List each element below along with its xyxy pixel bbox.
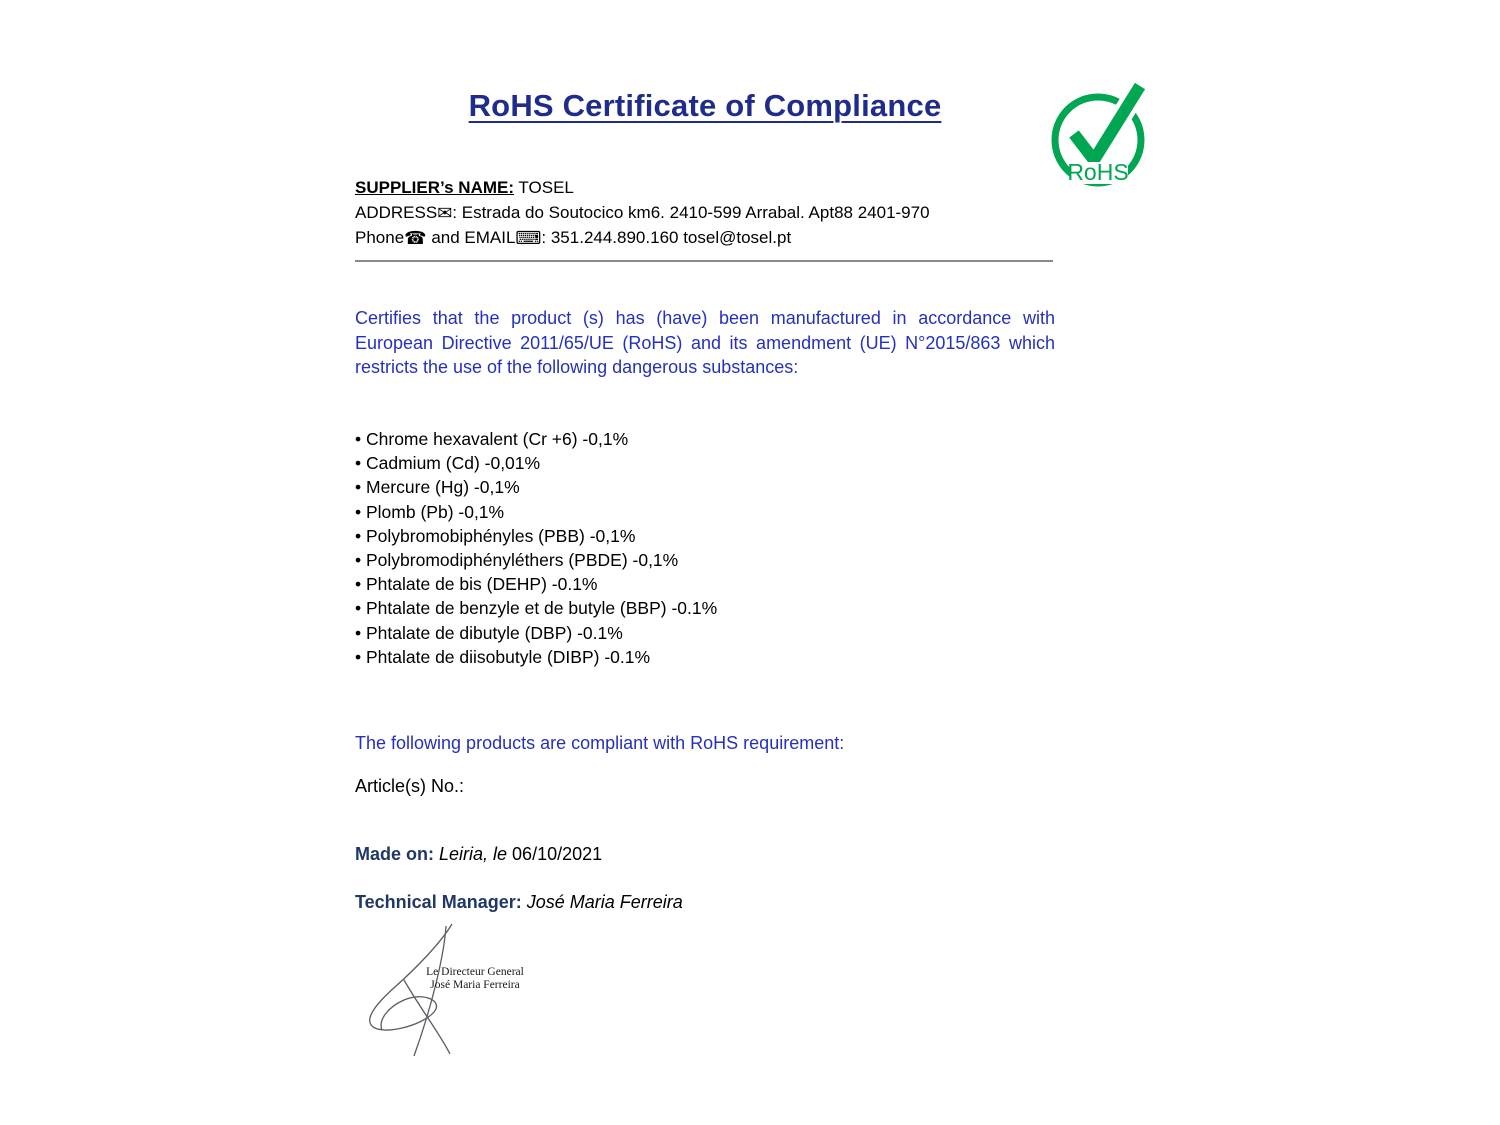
signature-line2: José Maria Ferreira bbox=[430, 979, 520, 991]
article-number-line: Article(s) No.: bbox=[355, 776, 465, 796]
address-label: ADDRESS bbox=[355, 203, 438, 222]
substance-item: • Polybromodiphényléthers (PBDE) -0,1% bbox=[355, 548, 1075, 572]
envelope-icon: ✉ bbox=[437, 203, 453, 223]
substance-item: • Plomb (Pb) -0,1% bbox=[355, 500, 1075, 524]
rohs-logo bbox=[1048, 78, 1152, 190]
substance-item: • Phtalate de dibutyle (DBP) -0.1% bbox=[355, 621, 1075, 645]
certification-paragraph: Certifies that the product (s) has (have) been manufactured in accordance with European Directive 2011/65/UE (RoHS) and its amendment (UE) N°2015/863 which restricts the use of the following dangerous substances: bbox=[355, 308, 1055, 377]
technical-manager-line bbox=[355, 892, 1075, 913]
substance-item: • Cadmium (Cd) -0,01% bbox=[355, 451, 1075, 475]
signature-block bbox=[356, 922, 576, 1062]
substance-item: • Polybromobiphényles (PBB) -0,1% bbox=[355, 524, 1075, 548]
supplier-name-label: SUPPLIER’s NAME: bbox=[355, 178, 515, 197]
signature-scribble bbox=[356, 922, 516, 1062]
made-on-label: Made on: bbox=[355, 844, 434, 864]
rohs-logo-label: RoHS bbox=[1067, 159, 1129, 185]
made-on-date: 06/10/2021 bbox=[512, 844, 603, 864]
signature-text bbox=[390, 966, 560, 992]
phone-icon: ☎ bbox=[404, 228, 427, 248]
substance-item: • Mercure (Hg) -0,1% bbox=[355, 475, 1075, 499]
page-title: RoHS Certificate of Compliance bbox=[468, 88, 942, 123]
address-value: : Estrada do Soutocico km6. 2410-599 Arrabal. Apt88 2401-970 bbox=[452, 203, 930, 222]
compliance-statement: The following products are compliant with RoHS requirement: bbox=[355, 733, 845, 753]
computer-icon: ⌨ bbox=[515, 228, 542, 248]
divider-line bbox=[355, 260, 1053, 262]
supplier-name-line bbox=[355, 176, 1075, 200]
phone-label: Phone bbox=[355, 228, 405, 247]
supplier-block bbox=[355, 176, 1075, 250]
substance-item: • Phtalate de bis (DEHP) -0.1% bbox=[355, 572, 1075, 596]
signature-line1: Le Directeur General bbox=[426, 966, 524, 978]
substance-item: • Chrome hexavalent (Cr +6) -0,1% bbox=[355, 427, 1075, 451]
substances-list bbox=[355, 427, 1075, 669]
email-label: and EMAIL bbox=[426, 228, 516, 247]
supplier-address-line bbox=[355, 200, 1075, 225]
technical-manager-value: José Maria Ferreira bbox=[521, 892, 683, 912]
title-row bbox=[355, 88, 1055, 124]
supplier-name-value: TOSEL bbox=[514, 178, 574, 197]
substance-item: • Phtalate de diisobutyle (DIBP) -0.1% bbox=[355, 645, 1075, 669]
substance-item: • Phtalate de benzyle et de butyle (BBP) -0.1% bbox=[355, 596, 1075, 620]
contact-value: : 351.244.890.160 tosel@tosel.pt bbox=[541, 228, 792, 247]
made-on-place: Leiria, le bbox=[434, 844, 513, 864]
supplier-contact-line bbox=[355, 225, 1075, 250]
technical-manager-label: Technical Manager: bbox=[355, 892, 522, 912]
made-on-line bbox=[355, 844, 1075, 865]
rohs-check-icon bbox=[1048, 78, 1152, 190]
